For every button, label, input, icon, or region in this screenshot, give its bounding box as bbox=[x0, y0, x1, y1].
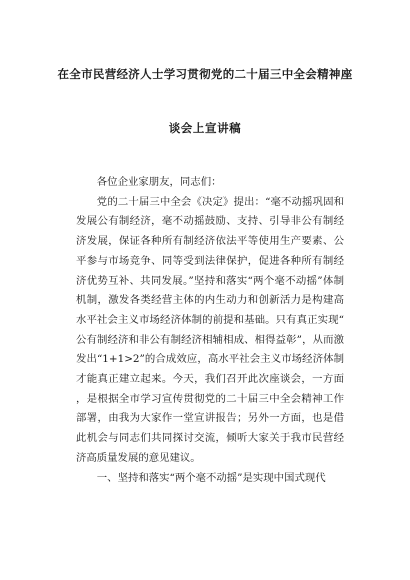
section-heading: 一、坚持和落实“两个毫不动摇”是实现中国式现代 bbox=[96, 471, 326, 484]
document-title-line-2: 谈会上宣讲稿 bbox=[168, 121, 242, 135]
document-body bbox=[76, 173, 344, 488]
salutation: 各位企业家朋友，同志们： bbox=[96, 176, 222, 188]
document-title-line-1: 在全市民营经济人士学习贯彻党的二十届三中全会精神座 bbox=[57, 67, 353, 81]
paragraph: 党的二十届三中全会《决定》提出：“毫不动摇巩固和发展公有制经济，毫不动摇鼓励、支持、引导非公有制经济发展，保证各种所有制经济依法平等使用生产要素、公平参与市场竞争、同等受到法律保护，促进各种所有制经济优势互补、共同发展。”坚持和落实“两个毫不动摇”体制机制，激发各类经营主体的内生动力和创新活力是构建高水平社会主义市场经济体制的前提和基础。只有真正实现“公有制经济和非公有制经济相辅相成、相得益彰”，从而激发出“1+1>2”的合成效应，高水平社会主义市场经济体制才能真正建立起来。今天，我们召开此次座谈会，一方面，是根据全市学习宣传贯彻党的二十届三中全会精神工作部署，由我为大家作一堂宣讲报告；另外一方面，也是借此机会与同志们共同探讨交流，倾听大家关于我市民营经济高质量发展的意见建议。 bbox=[76, 195, 344, 464]
